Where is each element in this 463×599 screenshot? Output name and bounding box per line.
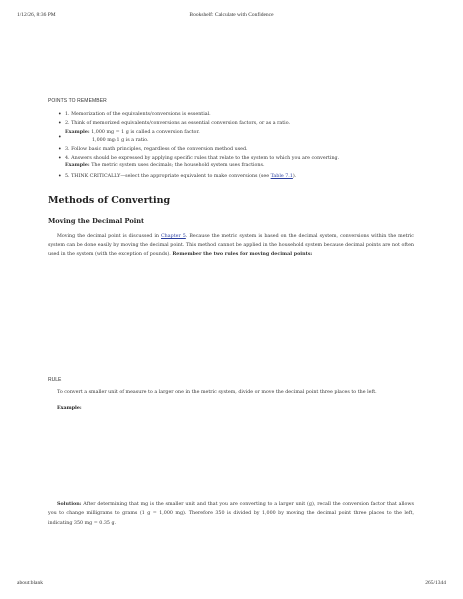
list-item: • 1. Memorization of the equivalents/conversions is essential. <box>58 111 211 118</box>
section-subtitle: Moving the Decimal Point <box>48 216 145 225</box>
bullet-icon: • <box>58 155 62 163</box>
list-item: • 5. THINK CRITICALLY—select the appropriate equivalent to make conversions (see Table 7.1). <box>58 173 297 181</box>
list-item <box>48 129 414 143</box>
rules-callout: Remember the two rules for moving decimal points: <box>172 251 313 258</box>
table-link[interactable]: Table 7.1 <box>270 174 293 180</box>
rule-label: RULE <box>48 377 62 383</box>
bullet-icon: • <box>58 173 62 181</box>
print-title: Bookshelf: Calculate with Confidence <box>189 12 274 18</box>
points-heading: POINTS TO REMEMBER <box>48 98 107 104</box>
solution-paragraph <box>48 500 414 528</box>
solution-label: Solution: <box>57 501 82 507</box>
print-datetime: 1/12/26, 8:36 PM <box>17 12 56 18</box>
page-number: 265/1344 <box>425 580 446 586</box>
page-content <box>48 98 414 260</box>
chapter-link[interactable]: Chapter 5 <box>161 233 186 239</box>
solution-text: After determining that mg is the smaller unit and that you are converting to a larger unit (g), recall the conversion factor that allows you to change milligrams to grams (1 g = 1,000 mg). Therefore 350 is divided by 1,000 by moving the decimal point three places to the left, indicating 350 mg = 0.35 g. <box>48 502 414 526</box>
print-url: about:blank <box>17 580 43 586</box>
example-label: Example: <box>65 129 90 136</box>
list-item: • 4. Answers should be expressed by applying specific rules that relate to the system to which you are converting. Example: The metric system uses decimals; the household system uses fractions. <box>58 155 340 169</box>
example-text: 1,000 mg = 1 g is called a conversion factor. <box>91 130 200 136</box>
bullet-icon: • <box>58 145 62 153</box>
bullet-icon: • <box>58 120 62 128</box>
list-item: • 3. Follow basic math principles, regardless of the conversion method used. <box>58 145 248 153</box>
bullet-icon: • <box>58 111 62 118</box>
rule-example-label: Example: <box>57 405 82 411</box>
example-text: The metric system uses decimals; the household system uses fractions. <box>91 163 265 169</box>
rule-text: To convert a smaller unit of measure to a larger one in the metric system, divide or move the decimal point three places to the left. <box>57 390 377 395</box>
list-item: • 2. Think of memorized equivalents/conversions as essential conversion factors, or as a ratio. <box>58 120 291 128</box>
body-paragraph: Moving the decimal point is discussed in Chapter 5. Because the metric system is based on the decimal system, conversions within the metric system can be done easily by moving the decimal point. This method cannot be applied in the household system because decimal points are not often used in the system (with the exception of pounds). Remember the two rules for moving decimal points: <box>48 233 414 258</box>
section-title: Methods of Converting <box>48 194 171 206</box>
example-label: Example: <box>65 162 90 169</box>
example-text: 1,000 mg:1 g is a ratio. <box>92 137 149 143</box>
bullet-icon: • <box>58 134 62 142</box>
points-list <box>48 111 414 181</box>
